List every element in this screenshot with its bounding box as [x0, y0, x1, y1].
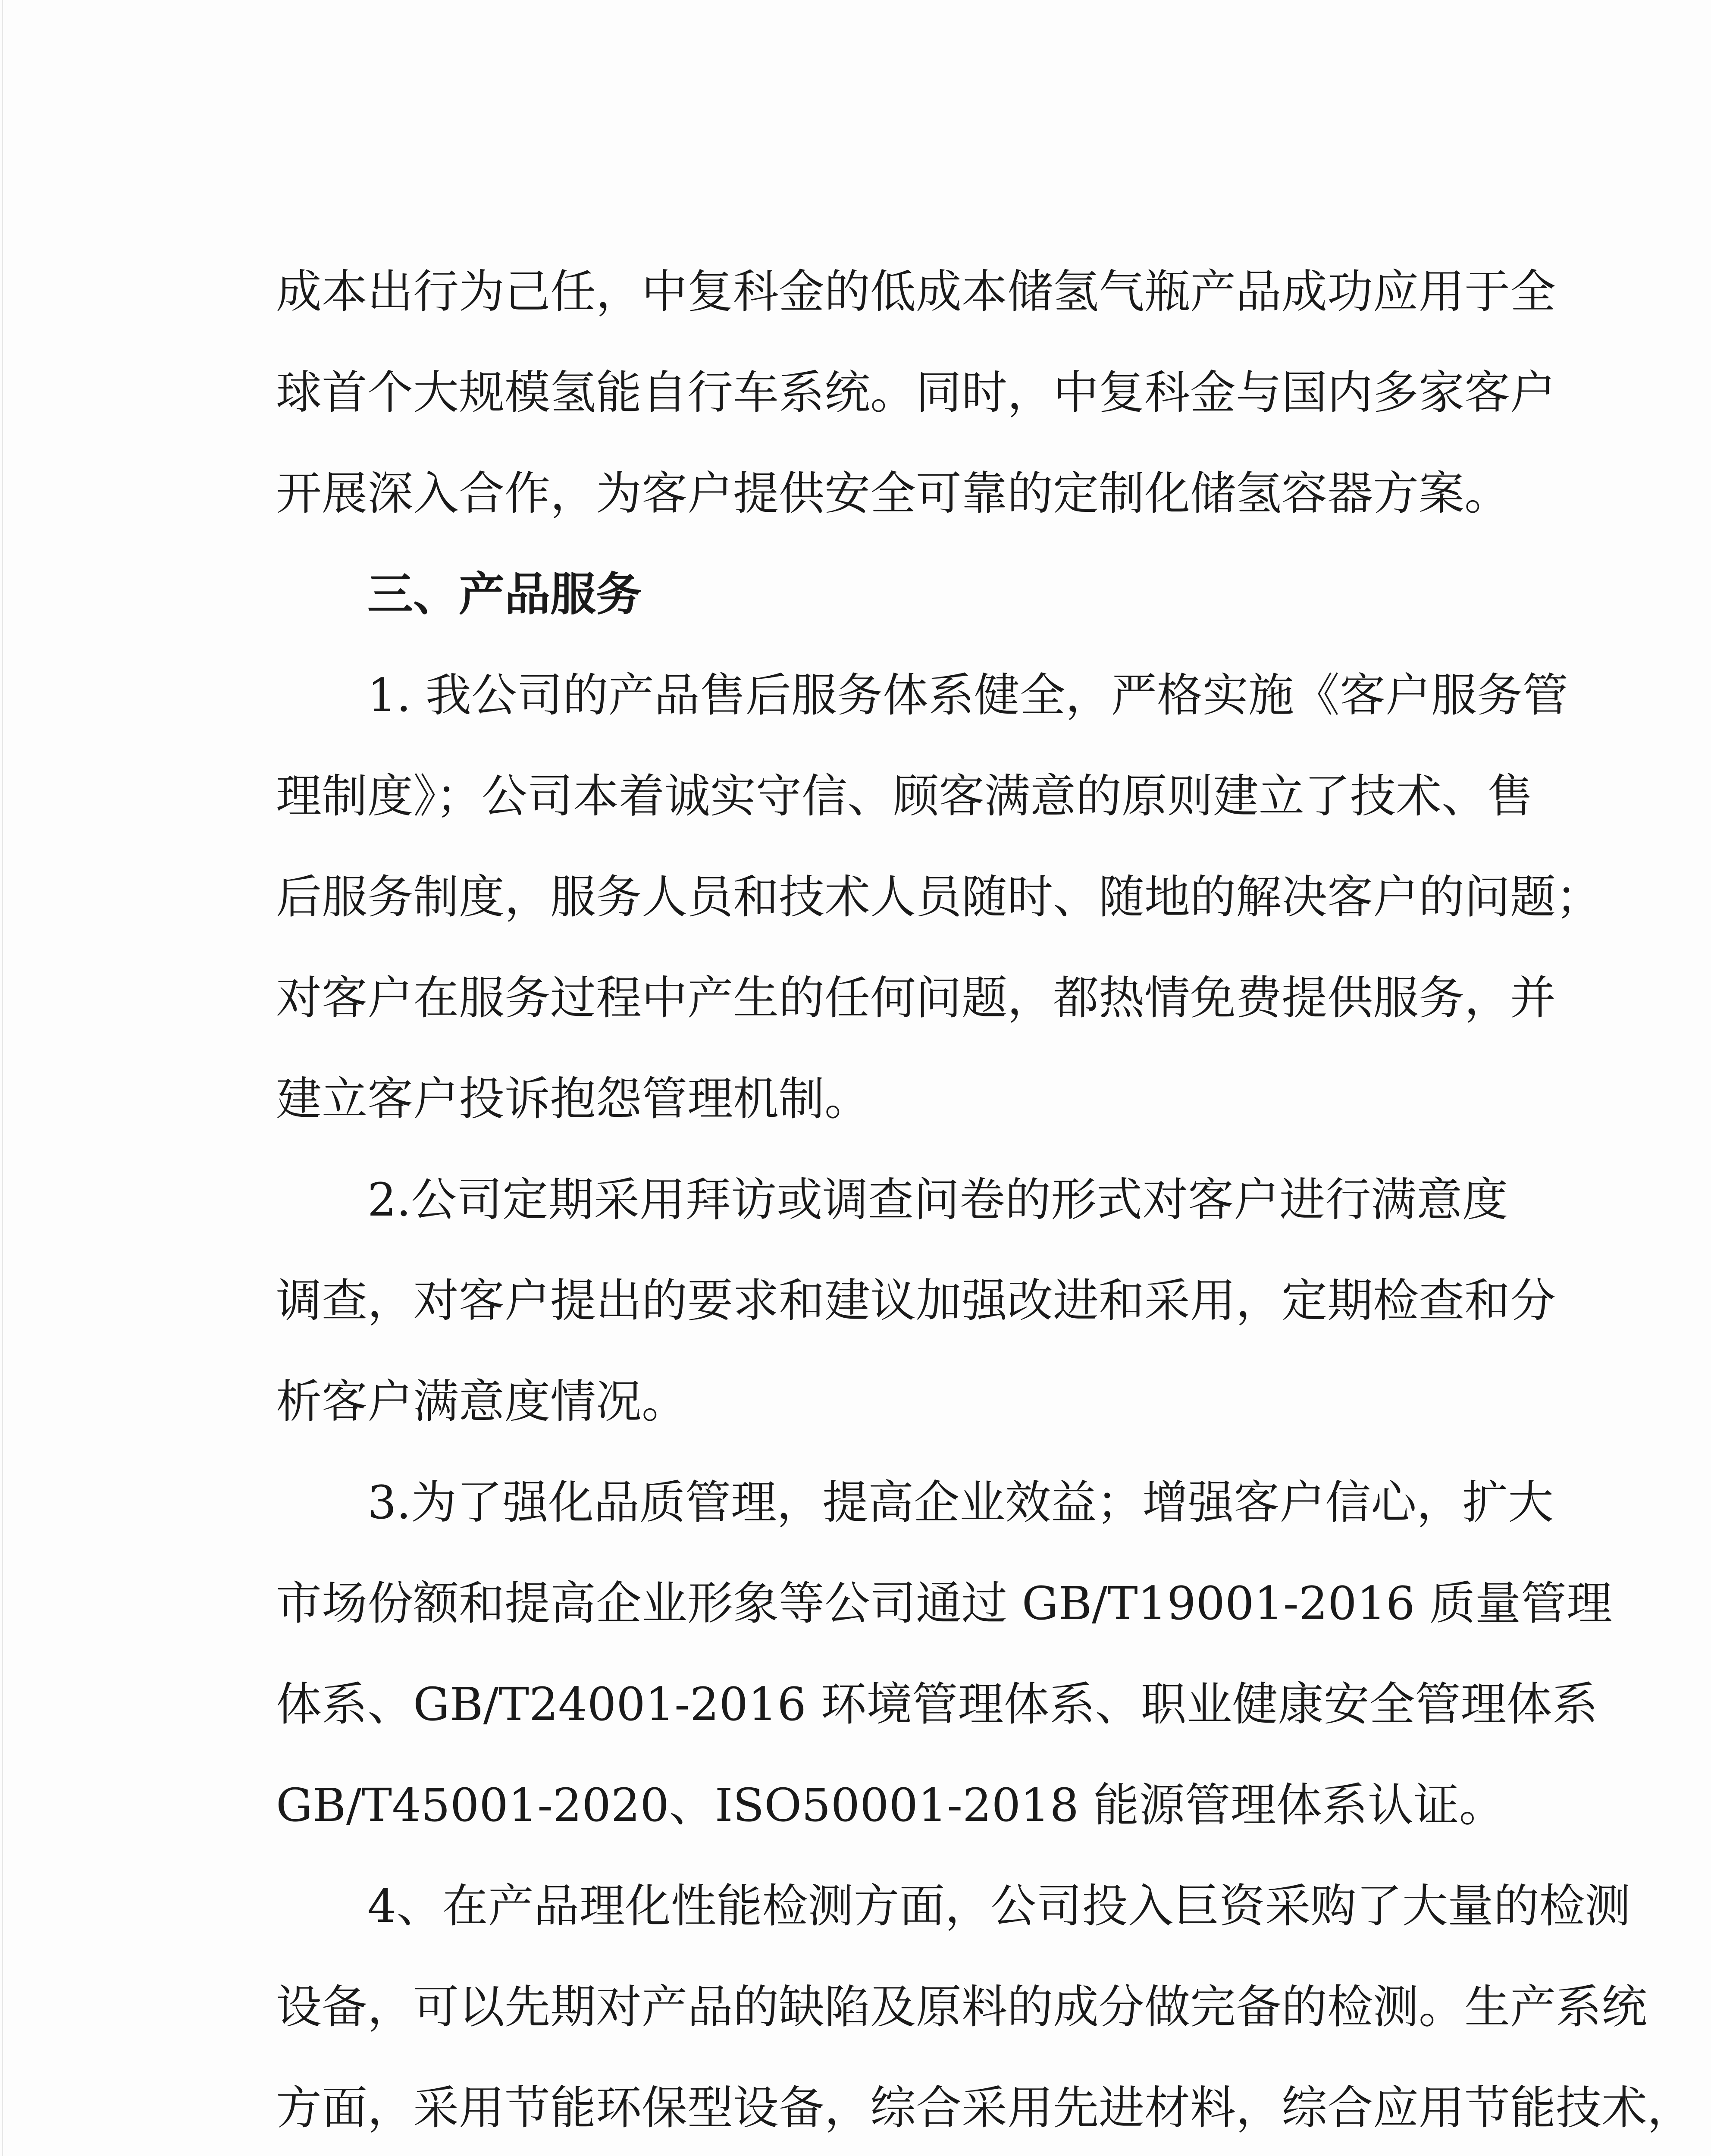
paragraph-line: GB/T45001-2020、ISO50001-2018 能源管理体系认证。	[276, 1779, 1505, 1832]
scan-edge	[2, 0, 3, 2156]
paragraph-line: 对客户在服务过程中产生的任何问题，都热情免费提供服务，并	[276, 971, 1556, 1025]
paragraph-line: 市场份额和提高企业形象等公司通过 GB/T19001-2016 质量管理	[276, 1577, 1613, 1630]
paragraph-line: 体系、GB/T24001-2016 环境管理体系、职业健康安全管理体系	[276, 1678, 1598, 1731]
paragraph-line: 2.公司定期采用拜访或调查问卷的形式对客户进行满意度	[367, 1173, 1508, 1226]
paragraph-line: 4、在产品理化性能检测方面，公司投入巨资采购了大量的检测	[367, 1880, 1631, 1933]
paragraph-line: 球首个大规模氢能自行车系统。同时，中复科金与国内多家客户	[276, 366, 1556, 419]
paragraph-line: 调查，对客户提出的要求和建议加强改进和采用，定期检查和分	[276, 1274, 1556, 1327]
paragraph-line: 1. 我公司的产品售后服务体系健全，严格实施《客户服务管	[367, 669, 1568, 722]
paragraph-line: 开展深入合作，为客户提供安全可靠的定制化储氢容器方案。	[276, 467, 1510, 520]
document-body	[276, 241, 1693, 2156]
section-heading: 三、产品服务	[367, 568, 642, 621]
paragraph-line: 3.为了强化品质管理，提高企业效益；增强客户信心，扩大	[367, 1476, 1554, 1529]
paragraph-line: 成本出行为己任，中复科金的低成本储氢气瓶产品成功应用于全	[276, 265, 1556, 318]
paragraph-line: 方面，采用节能环保型设备，综合采用先进材料，综合应用节能技术，	[276, 2081, 1693, 2134]
paragraph-line: 建立客户投诉抱怨管理机制。	[276, 1072, 870, 1125]
paragraph-line: 理制度》；公司本着诚实守信、顾客满意的原则建立了技术、售	[276, 770, 1533, 823]
paragraph-line: 析客户满意度情况。	[276, 1375, 687, 1428]
paragraph-line: 设备，可以先期对产品的缺陷及原料的成分做完备的检测。生产系统	[276, 1981, 1647, 2034]
paragraph-line: 后服务制度，服务人员和技术人员随时、随地的解决客户的问题；	[276, 871, 1601, 924]
